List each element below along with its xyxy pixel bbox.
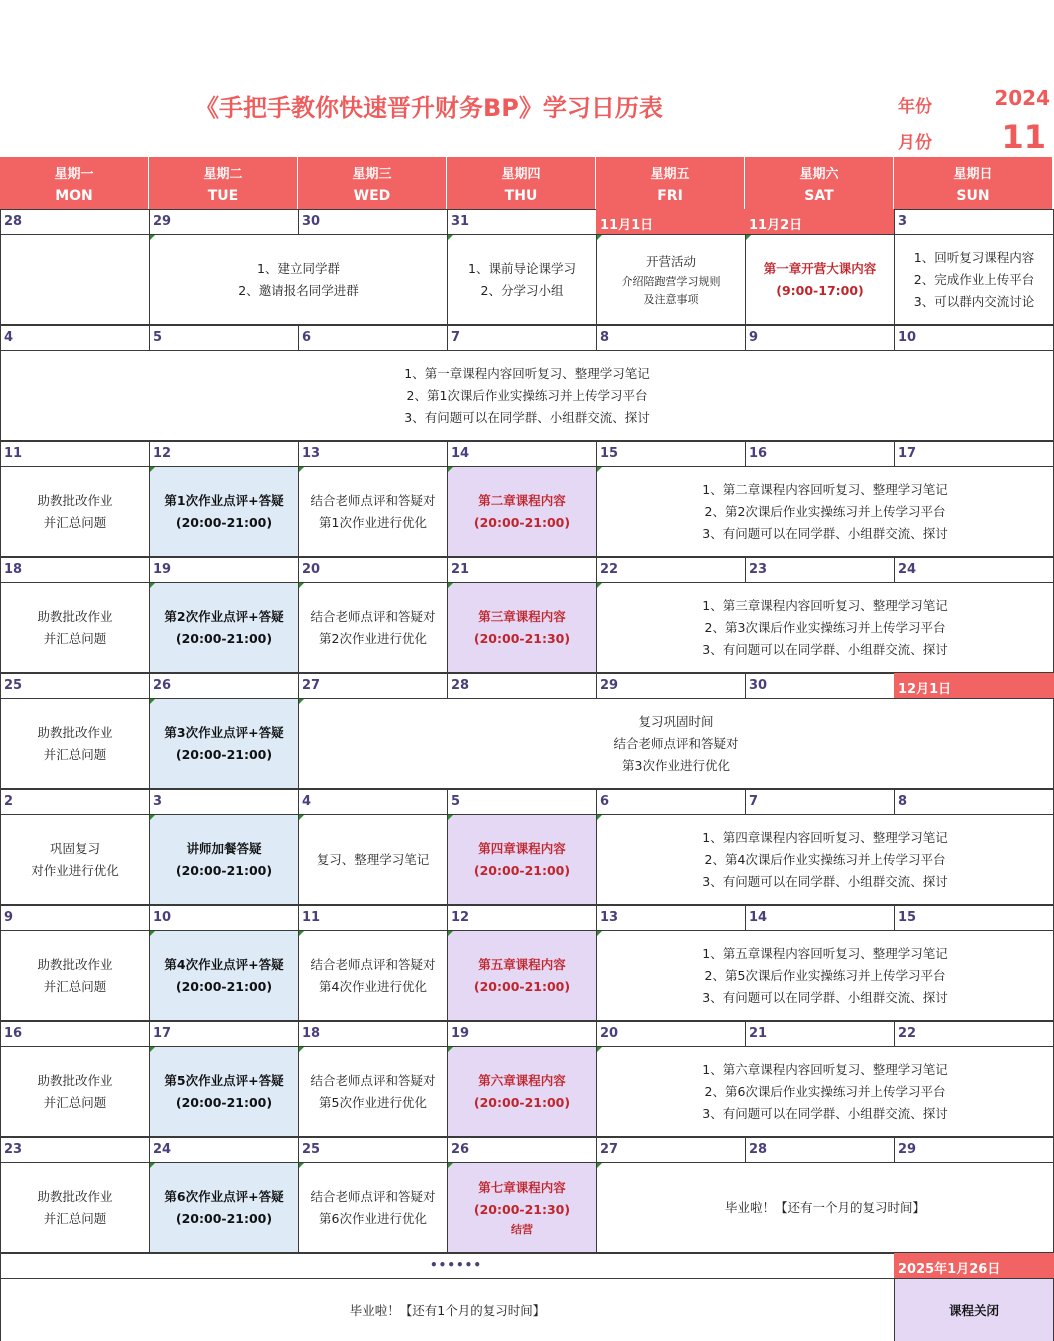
schedule-line: (20:00-21:00) — [473, 1094, 571, 1110]
schedule-line: 第三章课程内容 — [478, 608, 566, 624]
date-cell: 9 — [0, 905, 150, 931]
schedule-line: 第2次作业进行优化 — [319, 630, 427, 646]
schedule-cell — [298, 582, 448, 673]
schedule-line: (20:00-21:30) — [473, 1201, 571, 1217]
schedule-cell — [149, 582, 299, 673]
weekday-en: SUN — [956, 188, 990, 204]
schedule-cell — [0, 698, 150, 789]
date-cell: 8 — [596, 325, 746, 351]
date-cell: 22 — [894, 1021, 1054, 1047]
weekday-en: THU — [504, 188, 538, 204]
schedule-line: 1、建立同学群 — [257, 260, 340, 276]
date-cell: 12 — [447, 905, 597, 931]
graduation-review-cell — [0, 1278, 895, 1341]
date-cell: 9 — [745, 325, 895, 351]
weekday-header-fri — [596, 157, 745, 209]
schedule-cell — [447, 930, 597, 1021]
schedule-line: (20:00-21:30) — [473, 630, 571, 646]
schedule-line: 并汇总问题 — [43, 630, 107, 646]
schedule-cell — [447, 234, 597, 325]
schedule-line: 助教批改作业 — [37, 1072, 113, 1088]
date-cell: 11月1日 — [596, 209, 746, 235]
final-date-cell: 2025年1月26日 — [894, 1253, 1054, 1279]
schedule-cell — [596, 1162, 1054, 1253]
date-cell: 21 — [745, 1021, 895, 1047]
schedule-line: 助教批改作业 — [37, 1188, 113, 1204]
schedule-cell — [0, 1162, 150, 1253]
schedule-line: 并汇总问题 — [43, 514, 107, 530]
schedule-line: 结合老师点评和答疑对 — [310, 608, 436, 624]
schedule-line: 第1次作业进行优化 — [319, 514, 427, 530]
schedule-cell — [0, 350, 1054, 441]
weekday-cn: 星期六 — [799, 167, 839, 182]
schedule-line: 并汇总问题 — [43, 746, 107, 762]
cell-marker — [448, 1047, 453, 1052]
schedule-cell — [0, 930, 150, 1021]
schedule-cell — [0, 234, 150, 325]
schedule-line: 2、第6次课后作业实操练习并上传学习平台 — [704, 1083, 946, 1099]
schedule-note: 介绍陪跑营学习规则 — [621, 274, 721, 288]
schedule-line: 2、第5次课后作业实操练习并上传学习平台 — [704, 967, 946, 983]
date-cell: 26 — [447, 1137, 597, 1163]
schedule-line: 2、完成作业上传平台 — [913, 271, 1035, 287]
schedule-line: (20:00-21:00) — [175, 746, 273, 762]
weekday-en: WED — [353, 188, 391, 204]
cell-marker — [597, 815, 602, 820]
schedule-line: 结合老师点评和答疑对 — [613, 735, 739, 751]
date-cell: 27 — [596, 1137, 746, 1163]
course-close-text: 课程关闭 — [948, 1302, 999, 1318]
cell-marker — [150, 235, 155, 240]
schedule-line: 3、有问题可以在同学群、小组群交流、探讨 — [404, 409, 650, 425]
date-cell: 21 — [447, 557, 597, 583]
schedule-cell — [298, 1046, 448, 1137]
schedule-cell — [596, 466, 1054, 557]
cell-marker — [150, 815, 155, 820]
schedule-line: 第二章课程内容 — [478, 492, 566, 508]
schedule-line: 讲师加餐答疑 — [186, 840, 262, 856]
date-cell: 14 — [745, 905, 895, 931]
date-cell: 18 — [298, 1021, 448, 1047]
schedule-cell — [298, 814, 448, 905]
date-cell: 11 — [0, 441, 150, 467]
schedule-line: 结合老师点评和答疑对 — [310, 1072, 436, 1088]
date-cell: 16 — [0, 1021, 150, 1047]
date-cell: 7 — [447, 325, 597, 351]
schedule-line: 复习巩固时间 — [638, 713, 714, 729]
schedule-line: 结合老师点评和答疑对 — [310, 492, 436, 508]
schedule-cell — [298, 930, 448, 1021]
date-cell: 2 — [0, 789, 150, 815]
weekday-cn: 星期四 — [501, 167, 541, 182]
schedule-line: 巩固复习 — [49, 840, 100, 856]
schedule-cell — [596, 814, 1054, 905]
schedule-cell — [298, 1162, 448, 1253]
schedule-line: 并汇总问题 — [43, 1094, 107, 1110]
weekday-en: FRI — [657, 188, 683, 204]
cell-marker — [299, 1163, 304, 1168]
month-label: 月份 — [898, 133, 932, 153]
schedule-line: 3、有问题可以在同学群、小组群交流、探讨 — [702, 989, 948, 1005]
year-value: 2024 — [994, 86, 1050, 110]
schedule-line: (20:00-21:00) — [175, 862, 273, 878]
schedule-cell — [149, 814, 299, 905]
date-cell: 18 — [0, 557, 150, 583]
schedule-line: 3、有问题可以在同学群、小组群交流、探讨 — [702, 525, 948, 541]
schedule-cell — [894, 234, 1054, 325]
calendar-grid — [0, 157, 1054, 1340]
schedule-line: 结合老师点评和答疑对 — [310, 956, 436, 972]
cell-marker — [746, 235, 751, 240]
date-cell: 23 — [745, 557, 895, 583]
date-cell: 16 — [745, 441, 895, 467]
schedule-line: 并汇总问题 — [43, 1210, 107, 1226]
date-cell: 25 — [298, 1137, 448, 1163]
date-cell: 5 — [149, 325, 299, 351]
course-close-cell — [894, 1278, 1054, 1341]
schedule-line: (20:00-21:00) — [175, 978, 273, 994]
cell-marker — [597, 1047, 602, 1052]
date-cell: 26 — [149, 673, 299, 699]
date-cell: 6 — [298, 325, 448, 351]
schedule-cell — [447, 1046, 597, 1137]
schedule-line: 第3次作业进行优化 — [622, 757, 730, 773]
cell-marker — [299, 1047, 304, 1052]
schedule-line: (20:00-21:00) — [175, 1210, 273, 1226]
schedule-cell — [596, 582, 1054, 673]
date-cell: 31 — [447, 209, 597, 235]
date-cell: 8 — [894, 789, 1054, 815]
schedule-cell — [149, 1162, 299, 1253]
date-cell: 4 — [298, 789, 448, 815]
schedule-cell — [0, 466, 150, 557]
cell-marker — [150, 1047, 155, 1052]
schedule-cell — [447, 1162, 597, 1253]
cell-marker — [448, 815, 453, 820]
schedule-line: 2、第1次课后作业实操练习并上传学习平台 — [406, 387, 648, 403]
cell-marker — [299, 699, 304, 704]
schedule-line: 第四章课程内容 — [478, 840, 566, 856]
weekday-cn: 星期三 — [352, 167, 392, 182]
date-cell: 15 — [894, 905, 1054, 931]
schedule-cell — [447, 466, 597, 557]
schedule-line: 1、课前导论课学习 — [468, 260, 576, 276]
schedule-line: 2、第2次课后作业实操练习并上传学习平台 — [704, 503, 946, 519]
date-cell: 28 — [0, 209, 150, 235]
schedule-cell — [0, 1046, 150, 1137]
schedule-cell — [149, 466, 299, 557]
schedule-cell — [447, 814, 597, 905]
date-cell: 20 — [596, 1021, 746, 1047]
schedule-line: 3、有问题可以在同学群、小组群交流、探讨 — [702, 1105, 948, 1121]
schedule-line: 助教批改作业 — [37, 492, 113, 508]
weekday-en: MON — [55, 188, 93, 204]
weekday-cn: 星期日 — [953, 167, 993, 182]
cell-marker — [299, 583, 304, 588]
weekday-cn: 星期五 — [650, 167, 690, 182]
cell-marker — [448, 1163, 453, 1168]
graduation-review-text: 毕业啦！【还有1个月的复习时间】 — [349, 1302, 546, 1318]
cell-marker — [150, 699, 155, 704]
cell-marker — [299, 931, 304, 936]
schedule-note: 及注意事项 — [643, 292, 699, 306]
schedule-line: 1、第四章课程内容回听复习、整理学习笔记 — [702, 829, 948, 845]
schedule-line: 助教批改作业 — [37, 724, 113, 740]
schedule-line: (20:00-21:00) — [175, 630, 273, 646]
schedule-cell — [149, 698, 299, 789]
schedule-line: 第2次作业点评+答疑 — [164, 608, 284, 624]
cell-marker — [150, 1163, 155, 1168]
schedule-cell — [0, 582, 150, 673]
date-cell: 30 — [745, 673, 895, 699]
schedule-line: 第五章课程内容 — [478, 956, 566, 972]
cell-marker — [597, 1163, 602, 1168]
schedule-line: 第六章课程内容 — [478, 1072, 566, 1088]
date-cell: 12月1日 — [894, 673, 1054, 699]
schedule-line: 对作业进行优化 — [31, 862, 119, 878]
year-label: 年份 — [898, 97, 932, 117]
date-cell: 19 — [149, 557, 299, 583]
date-cell: 28 — [447, 673, 597, 699]
weekday-en: TUE — [207, 188, 239, 204]
cell-marker — [448, 583, 453, 588]
schedule-line: 3、有问题可以在同学群、小组群交流、探讨 — [702, 873, 948, 889]
schedule-line: 第3次作业点评+答疑 — [164, 724, 284, 740]
cell-marker — [448, 931, 453, 936]
schedule-line: (9:00-17:00) — [776, 282, 864, 298]
date-cell: 25 — [0, 673, 150, 699]
schedule-line: 1、第五章课程内容回听复习、整理学习笔记 — [702, 945, 948, 961]
cell-marker — [299, 815, 304, 820]
schedule-cell — [298, 466, 448, 557]
date-cell: 20 — [298, 557, 448, 583]
schedule-line: 2、第3次课后作业实操练习并上传学习平台 — [704, 619, 946, 635]
calendar-title: 《手把手教你快速晋升财务BP》学习日历表 — [195, 94, 663, 122]
schedule-cell — [447, 582, 597, 673]
date-cell: 11 — [298, 905, 448, 931]
date-cell: 24 — [149, 1137, 299, 1163]
weekday-cn: 星期二 — [203, 167, 243, 182]
date-cell: 3 — [149, 789, 299, 815]
date-cell: 13 — [596, 905, 746, 931]
cell-marker — [299, 467, 304, 472]
date-cell: 11月2日 — [745, 209, 895, 235]
schedule-line: 第1次作业点评+答疑 — [164, 492, 284, 508]
date-cell: 17 — [149, 1021, 299, 1047]
schedule-cell — [596, 234, 746, 325]
schedule-line: (20:00-21:00) — [175, 514, 273, 530]
schedule-cell — [149, 1046, 299, 1137]
schedule-cell — [596, 1046, 1054, 1137]
schedule-line: 并汇总问题 — [43, 978, 107, 994]
schedule-line: 第5次作业进行优化 — [319, 1094, 427, 1110]
date-cell: 10 — [149, 905, 299, 931]
schedule-line: 第6次作业进行优化 — [319, 1210, 427, 1226]
schedule-line: 1、第一章课程内容回听复习、整理学习笔记 — [404, 365, 650, 381]
date-cell: 23 — [0, 1137, 150, 1163]
schedule-cell — [596, 930, 1054, 1021]
schedule-line: 第一章开营大课内容 — [763, 260, 877, 276]
date-cell: 28 — [745, 1137, 895, 1163]
date-cell: 14 — [447, 441, 597, 467]
schedule-line: 2、邀请报名同学进群 — [238, 282, 359, 298]
schedule-line: 2、分学习小组 — [480, 282, 564, 298]
weekday-header-sun — [894, 157, 1053, 209]
cell-marker — [597, 467, 602, 472]
schedule-line: 2、第4次课后作业实操练习并上传学习平台 — [704, 851, 946, 867]
weekday-header-mon — [0, 157, 149, 209]
schedule-cell — [149, 930, 299, 1021]
weekday-en: SAT — [804, 188, 834, 204]
date-cell: 10 — [894, 325, 1054, 351]
schedule-cell — [0, 814, 150, 905]
weekday-header-tue — [149, 157, 298, 209]
schedule-line: (20:00-21:00) — [473, 978, 571, 994]
date-cell: 27 — [298, 673, 448, 699]
schedule-line: 3、有问题可以在同学群、小组群交流、探讨 — [702, 641, 948, 657]
schedule-note: 结营 — [511, 1222, 533, 1236]
date-cell: 5 — [447, 789, 597, 815]
date-cell: 17 — [894, 441, 1054, 467]
schedule-line: 第4次作业点评+答疑 — [164, 956, 284, 972]
schedule-line: 1、第二章课程内容回听复习、整理学习笔记 — [702, 481, 948, 497]
schedule-line: 1、回听复习课程内容 — [913, 249, 1035, 265]
date-cell: 22 — [596, 557, 746, 583]
weekday-header-wed — [298, 157, 447, 209]
weekday-cn: 星期一 — [54, 167, 94, 182]
schedule-line: 第4次作业进行优化 — [319, 978, 427, 994]
cell-marker — [448, 235, 453, 240]
ellipsis-dots: •••••• — [430, 1258, 483, 1272]
schedule-line: 第5次作业点评+答疑 — [164, 1072, 284, 1088]
date-cell: 7 — [745, 789, 895, 815]
cell-marker — [597, 235, 602, 240]
weekday-header-sat — [745, 157, 894, 209]
date-cell: 15 — [596, 441, 746, 467]
date-cell: 29 — [149, 209, 299, 235]
date-cell: 6 — [596, 789, 746, 815]
schedule-line: (20:00-21:00) — [473, 514, 571, 530]
schedule-line: 第6次作业点评+答疑 — [164, 1188, 284, 1204]
date-cell: 13 — [298, 441, 448, 467]
weekday-header-thu — [447, 157, 596, 209]
month-value: 11 — [1001, 118, 1046, 156]
schedule-cell — [745, 234, 895, 325]
schedule-line: 毕业啦！【还有一个月的复习时间】 — [724, 1199, 925, 1215]
date-cell: 19 — [447, 1021, 597, 1047]
cell-marker — [597, 931, 602, 936]
schedule-line: (20:00-21:00) — [473, 862, 571, 878]
date-cell: 29 — [894, 1137, 1054, 1163]
schedule-line: 1、第六章课程内容回听复习、整理学习笔记 — [702, 1061, 948, 1077]
cell-marker — [150, 583, 155, 588]
date-cell: 4 — [0, 325, 150, 351]
schedule-line: 复习、整理学习笔记 — [316, 851, 430, 867]
schedule-line: 第七章课程内容 — [478, 1179, 566, 1195]
schedule-line: 助教批改作业 — [37, 956, 113, 972]
schedule-line: 3、可以群内交流讨论 — [913, 293, 1035, 309]
cell-marker — [150, 931, 155, 936]
schedule-line: 1、第三章课程内容回听复习、整理学习笔记 — [702, 597, 948, 613]
cell-marker — [150, 467, 155, 472]
schedule-cell — [149, 234, 448, 325]
date-cell: 12 — [149, 441, 299, 467]
date-cell: 30 — [298, 209, 448, 235]
date-cell: 24 — [894, 557, 1054, 583]
date-cell: 29 — [596, 673, 746, 699]
cell-marker — [597, 583, 602, 588]
cell-marker — [448, 467, 453, 472]
schedule-cell — [298, 698, 1054, 789]
schedule-line: 结合老师点评和答疑对 — [310, 1188, 436, 1204]
schedule-line: 开营活动 — [645, 253, 696, 269]
schedule-line: (20:00-21:00) — [175, 1094, 273, 1110]
schedule-line: 助教批改作业 — [37, 608, 113, 624]
date-cell: 3 — [894, 209, 1054, 235]
